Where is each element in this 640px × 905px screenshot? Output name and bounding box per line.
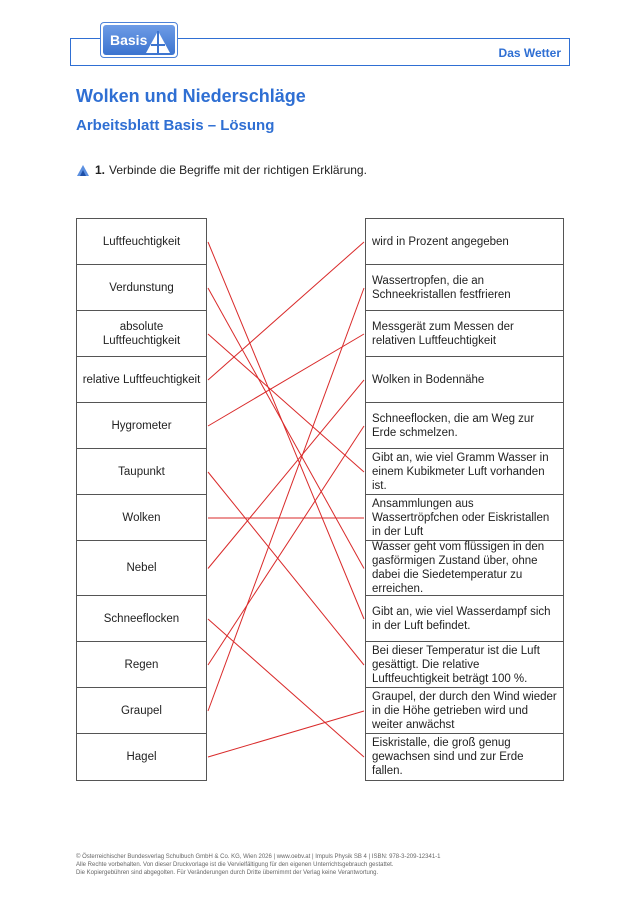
explanation-text: Wassertropfen, die an Schneekristallen festfrieren: [372, 274, 511, 301]
connection-line: [208, 242, 364, 619]
term-text: Luftfeuchtigkeit: [102, 235, 181, 248]
term-text: absolute Luftfeuchtigkeit: [102, 320, 181, 347]
page-subtitle: Arbeitsblatt Basis – Lösung: [76, 117, 275, 134]
explanation-text: Schneeflocken, die am Weg zur Erde schmelzen.: [372, 412, 535, 439]
connection-line: [208, 380, 364, 569]
term-text: Verdunstung: [109, 281, 174, 294]
term-text: Taupunkt: [118, 465, 165, 478]
term-text: relative Luftfeuchtigkeit: [82, 373, 201, 386]
term-text: Graupel: [121, 704, 162, 717]
page-title: Wolken und Niederschläge: [76, 86, 306, 106]
term-text: Hygrometer: [111, 419, 172, 432]
footer-copyright: [76, 853, 441, 877]
section-title: Das Wetter: [498, 46, 561, 60]
footer-line: © Österreichischer Bundesverlag Schulbuch GmbH & Co. KG, Wien 2026 | www.oebv.at | Impuls Physik SB 4 | ISBN: 978-3-209-12341-1: [76, 854, 441, 860]
term-text: Hagel: [126, 751, 157, 763]
connection-line: [208, 242, 364, 380]
task-number: 1.: [95, 163, 106, 177]
footer-line: Alle Rechte vorbehalten. Von dieser Druckvorlage ist die Vervielfältigung für den eigenen Unterrichtsgebrauch gestattet.: [76, 862, 394, 868]
connection-line: [208, 334, 364, 472]
connection-line: [208, 288, 364, 569]
explanation-text: Eiskristalle, die groß genug gewachsen sind und zur Erde fallen.: [372, 737, 524, 777]
connection-line: [208, 334, 364, 426]
term-text: Nebel: [126, 562, 157, 574]
task-text: Verbinde die Begriffe mit der richtigen Erklärung.: [109, 163, 367, 177]
connection-line: [208, 711, 364, 757]
explanation-text: Graupel, der durch den Wind wieder in die Höhe getrieben wird und weiter anwächst: [372, 690, 557, 731]
connection-line: [208, 426, 364, 665]
explanation-text: Wolken in Bodennähe: [372, 373, 485, 386]
explanation-text: Ansammlungen aus Wassertröpfchen oder Eiskristallen in der Luft: [372, 497, 550, 538]
explanation-text: Gibt an, wie viel Gramm Wasser in einem Kubikmeter Luft vorhanden ist.: [372, 451, 549, 492]
logo-text: Basis: [110, 32, 148, 48]
footer-line: Die Kopiergebühren sind abgegolten. Für Veränderungen durch Dritte übernimmt der Verlag keine Verantwortung.: [76, 870, 379, 876]
connection-line: [208, 472, 364, 665]
explanation-text: wird in Prozent angegeben: [372, 235, 509, 248]
term-text: Schneeflocken: [103, 612, 180, 625]
term-text: Regen: [124, 658, 159, 671]
explanation-text: Messgerät zum Messen der relativen Luftfeuchtigkeit: [372, 320, 514, 347]
explanation-text: Gibt an, wie viel Wasserdampf sich in der Luft befindet.: [372, 605, 551, 632]
connection-line: [208, 619, 364, 757]
term-text: Wolken: [122, 511, 161, 524]
explanation-text: Bei dieser Temperatur ist die Luft gesättigt. Die relative Luftfeuchtigkeit beträgt 100 %.: [372, 644, 540, 685]
explanation-text: Wasser geht vom flüssigen in den gasförmigen Zustand über, ohne dabei die Siedetemperatur zu erreichen.: [372, 541, 545, 595]
connection-line: [208, 288, 364, 711]
